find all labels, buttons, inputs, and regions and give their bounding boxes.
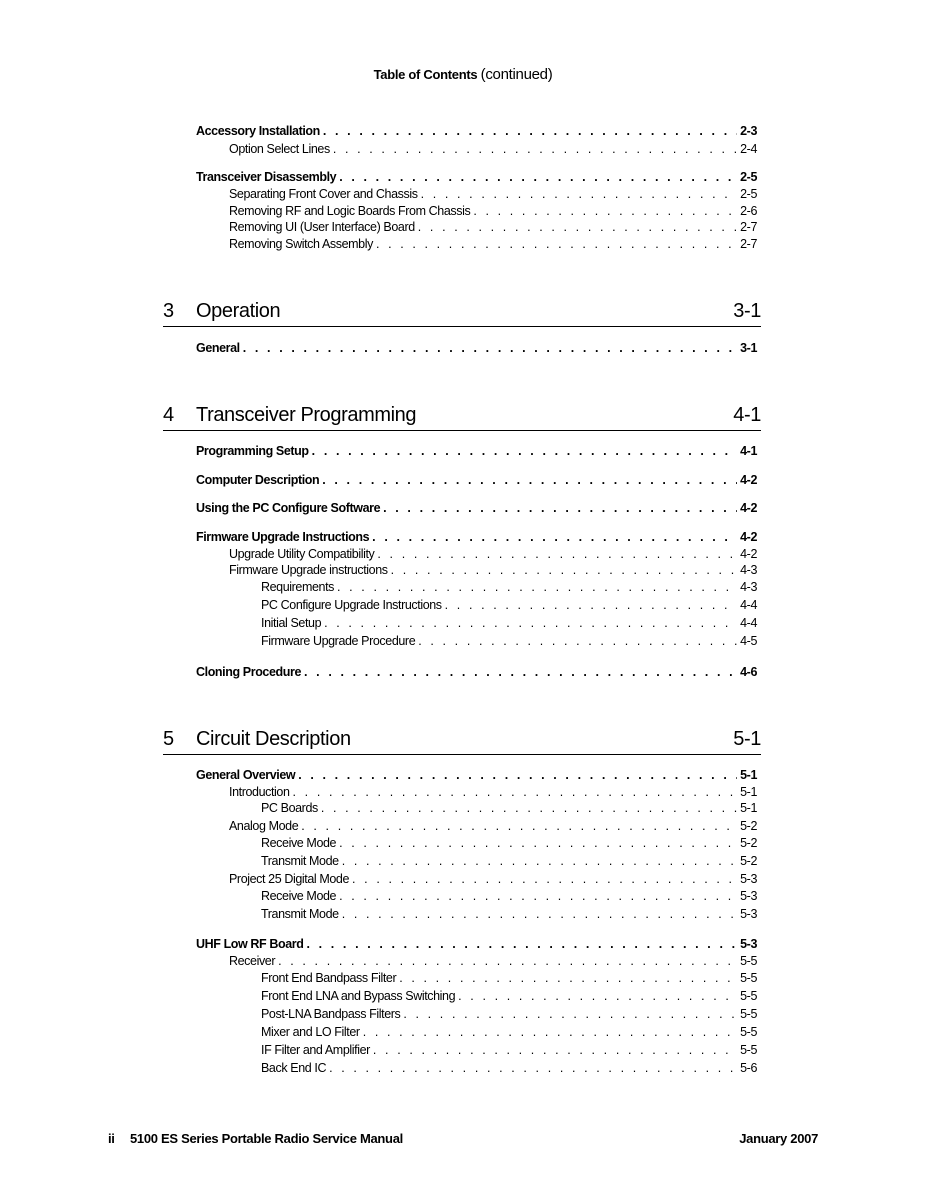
toc-entry-using-pc-configure[interactable] <box>196 500 757 516</box>
toc-entry-page: 5-5 <box>740 1007 757 1021</box>
toc-entry-removing-switch-assembly[interactable] <box>229 236 757 252</box>
toc-entry-post-lna-bandpass[interactable] <box>261 1006 757 1022</box>
toc-leader <box>329 1060 737 1076</box>
toc-entry-page: 5-1 <box>740 801 757 815</box>
toc-entry-page: 5-2 <box>740 836 757 850</box>
toc-leader <box>473 203 737 219</box>
toc-entry-title: Front End LNA and Bypass Switching <box>261 989 456 1003</box>
toc-entry-pc-boards[interactable] <box>261 800 757 816</box>
toc-entry-front-end-lna[interactable] <box>261 988 757 1004</box>
chapter-heading-5[interactable] <box>163 727 761 755</box>
toc-entry-title: Removing RF and Logic Boards From Chassis <box>229 204 471 218</box>
toc-entry-page: 5-2 <box>740 854 757 868</box>
toc-entry-title: Mixer and LO Filter <box>261 1025 360 1039</box>
chapter-title: Transceiver Programming <box>196 404 417 426</box>
toc-entry-title: Introduction <box>229 785 290 799</box>
toc-entry-page: 5-2 <box>740 819 757 833</box>
toc-entry-mixer-lo-filter[interactable] <box>261 1024 757 1040</box>
page-header <box>0 66 926 83</box>
toc-entry-page: 5-3 <box>740 872 757 886</box>
toc-entry-page: 5-1 <box>740 768 757 782</box>
toc-entry-title: Using the PC Configure Software <box>196 501 381 515</box>
toc-leader <box>391 562 738 578</box>
toc-entry-title: Computer Description <box>196 473 320 487</box>
toc-entry-page: 3-1 <box>740 341 757 355</box>
toc-entry-removing-ui-board[interactable] <box>229 219 757 235</box>
toc-leader <box>376 236 737 252</box>
toc-entry-page: 4-4 <box>740 598 757 612</box>
toc-leader <box>321 800 737 816</box>
toc-entry-cloning-procedure[interactable] <box>196 664 757 680</box>
toc-entry-title: Analog Mode <box>229 819 299 833</box>
chapter-number: 5 <box>163 728 174 750</box>
toc-leader <box>421 186 738 202</box>
toc-leader <box>293 784 738 800</box>
toc-leader <box>363 1024 737 1040</box>
toc-entry-page: 5-5 <box>740 1043 757 1057</box>
toc-entry-upgrade-utility-compat[interactable] <box>229 546 757 562</box>
toc-entry-title: Receiver <box>229 954 276 968</box>
toc-entry-removing-rf-logic[interactable] <box>229 203 757 219</box>
toc-entry-page: 4-6 <box>740 665 757 679</box>
toc-entry-page: 5-3 <box>740 907 757 921</box>
toc-entry-title: Front End Bandpass Filter <box>261 971 397 985</box>
chapter-number: 3 <box>163 300 174 322</box>
toc-entry-page: 4-1 <box>740 444 757 458</box>
toc-entry-page: 4-2 <box>740 473 757 487</box>
toc-entry-title: Option Select Lines <box>229 142 330 156</box>
toc-entry-firmware-upgrade-instructions[interactable] <box>196 529 757 545</box>
toc-entry-page: 4-2 <box>740 530 757 544</box>
header-continued: (continued) <box>480 66 553 83</box>
toc-entry-receiver[interactable] <box>229 953 757 969</box>
toc-entry-separating-front-cover[interactable] <box>229 186 757 202</box>
toc-entry-page: 2-5 <box>740 187 757 201</box>
toc-entry-title: Removing Switch Assembly <box>229 237 373 251</box>
chapter-page: 3-1 <box>733 300 761 322</box>
toc-leader <box>372 529 737 545</box>
toc-entry-introduction[interactable] <box>229 784 757 800</box>
chapter-title: Operation <box>196 300 281 322</box>
toc-entry-page: 5-5 <box>740 989 757 1003</box>
toc-leader <box>403 1006 737 1022</box>
toc-leader <box>339 169 737 185</box>
toc-entry-page: 4-3 <box>740 580 757 594</box>
toc-leader <box>418 633 737 649</box>
toc-entry-title: Back End IC <box>261 1061 327 1075</box>
toc-entry-project25-digital-mode[interactable] <box>229 871 757 887</box>
toc-entry-page: 5-3 <box>740 889 757 903</box>
toc-leader <box>306 936 737 952</box>
toc-entry-accessory-installation[interactable] <box>196 123 757 139</box>
toc-leader <box>243 340 737 356</box>
toc-entry-transmit-mode-analog[interactable] <box>261 853 757 869</box>
toc-entry-analog-mode[interactable] <box>229 818 757 834</box>
toc-entry-page: 5-5 <box>740 1025 757 1039</box>
toc-entry-back-end-ic[interactable] <box>261 1060 757 1076</box>
toc-leader <box>399 970 737 986</box>
toc-entry-title: Receive Mode <box>261 889 337 903</box>
toc-entry-page: 5-5 <box>740 954 757 968</box>
footer-page-number: ii <box>108 1131 115 1146</box>
footer-date: January 2007 <box>739 1131 818 1146</box>
toc-entry-title: Firmware Upgrade Instructions <box>196 530 370 544</box>
toc-leader <box>333 141 737 157</box>
toc-leader <box>373 1042 737 1058</box>
toc-entry-title: PC Boards <box>261 801 318 815</box>
toc-entry-page: 4-2 <box>740 547 757 561</box>
toc-entry-title: Programming Setup <box>196 444 309 458</box>
chapter-number: 4 <box>163 404 174 426</box>
toc-entry-computer-description[interactable] <box>196 472 757 488</box>
toc-leader <box>278 953 737 969</box>
toc-entry-firmware-upgrade-instr-sub[interactable] <box>229 562 757 578</box>
toc-leader <box>339 835 737 851</box>
toc-entry-page: 4-2 <box>740 501 757 515</box>
toc-entry-page: 2-5 <box>740 170 757 184</box>
toc-entry-programming-setup[interactable] <box>196 443 757 459</box>
chapter-page: 5-1 <box>733 728 761 750</box>
toc-entry-page: 2-7 <box>740 237 757 251</box>
toc-entry-page: 4-3 <box>740 563 757 577</box>
footer-manual-title: 5100 ES Series Portable Radio Service Manual <box>130 1131 403 1146</box>
page-footer <box>108 1131 818 1149</box>
toc-entry-general-overview[interactable] <box>196 767 757 783</box>
toc-entry-initial-setup[interactable] <box>261 615 757 631</box>
toc-entry-front-end-bandpass[interactable] <box>261 970 757 986</box>
toc-leader <box>352 871 737 887</box>
toc-entry-uhf-low-rf-board[interactable] <box>196 936 757 952</box>
toc-leader <box>323 123 737 139</box>
toc-entry-title: Transmit Mode <box>261 907 339 921</box>
toc-entry-page: 4-5 <box>740 634 757 648</box>
toc-entry-requirements[interactable] <box>261 579 757 595</box>
toc-entry-page: 5-3 <box>740 937 757 951</box>
toc-entry-page: 5-1 <box>740 785 757 799</box>
toc-entry-receive-mode-analog[interactable] <box>261 835 757 851</box>
toc-entry-page: 2-4 <box>740 142 757 156</box>
toc-entry-pc-configure-upgrade[interactable] <box>261 597 757 613</box>
toc-leader <box>418 219 737 235</box>
toc-entry-transmit-mode-digital[interactable] <box>261 906 757 922</box>
toc-entry-page: 2-3 <box>740 124 757 138</box>
toc-entry-title: Separating Front Cover and Chassis <box>229 187 418 201</box>
toc-entry-if-filter-amplifier[interactable] <box>261 1042 757 1058</box>
toc-entry-title: Receive Mode <box>261 836 337 850</box>
toc-leader <box>458 988 737 1004</box>
toc-entry-title: Accessory Installation <box>196 124 320 138</box>
toc-leader <box>324 615 737 631</box>
toc-entry-title: Removing UI (User Interface) Board <box>229 220 415 234</box>
toc-leader <box>301 818 737 834</box>
toc-leader <box>304 664 737 680</box>
toc-entry-title: Requirements <box>261 580 335 594</box>
toc-entry-title: Upgrade Utility Compatibility <box>229 547 375 561</box>
toc-leader <box>342 906 737 922</box>
toc-entry-general[interactable] <box>196 340 757 356</box>
toc-entry-title: General Overview <box>196 768 296 782</box>
toc-entry-title: Firmware Upgrade instructions <box>229 563 388 577</box>
toc-entry-transceiver-disassembly[interactable] <box>196 169 757 185</box>
toc-leader <box>383 500 737 516</box>
toc-entry-title: Transmit Mode <box>261 854 339 868</box>
header-title: Table of Contents <box>373 67 478 82</box>
toc-entry-title: UHF Low RF Board <box>196 937 304 951</box>
toc-leader <box>377 546 737 562</box>
toc-entry-title: Post-LNA Bandpass Filters <box>261 1007 401 1021</box>
toc-entry-title: Firmware Upgrade Procedure <box>261 634 416 648</box>
chapter-page: 4-1 <box>733 404 761 426</box>
toc-entry-firmware-upgrade-procedure[interactable] <box>261 633 757 649</box>
toc-leader <box>312 443 737 459</box>
toc-entry-title: Transceiver Disassembly <box>196 170 337 184</box>
chapter-title: Circuit Description <box>196 728 351 750</box>
toc-entry-title: General <box>196 341 240 355</box>
toc-entry-title: IF Filter and Amplifier <box>261 1043 370 1057</box>
toc-entry-page: 2-6 <box>740 204 757 218</box>
toc-entry-option-select-lines[interactable] <box>229 141 757 157</box>
toc-entry-receive-mode-digital[interactable] <box>261 888 757 904</box>
toc-leader <box>298 767 737 783</box>
toc-leader <box>339 888 737 904</box>
toc-entry-title: Cloning Procedure <box>196 665 302 679</box>
toc-entry-title: Project 25 Digital Mode <box>229 872 350 886</box>
toc-leader <box>337 579 737 595</box>
chapter-heading-3[interactable] <box>163 299 761 327</box>
toc-entry-page: 4-4 <box>740 616 757 630</box>
toc-entry-page: 2-7 <box>740 220 757 234</box>
toc-leader <box>322 472 737 488</box>
toc-leader <box>342 853 737 869</box>
toc-entry-page: 5-6 <box>740 1061 757 1075</box>
toc-entry-title: Initial Setup <box>261 616 322 630</box>
toc-entry-page: 5-5 <box>740 971 757 985</box>
toc-entry-title: PC Configure Upgrade Instructions <box>261 598 442 612</box>
toc-leader <box>445 597 737 613</box>
chapter-heading-4[interactable] <box>163 403 761 431</box>
